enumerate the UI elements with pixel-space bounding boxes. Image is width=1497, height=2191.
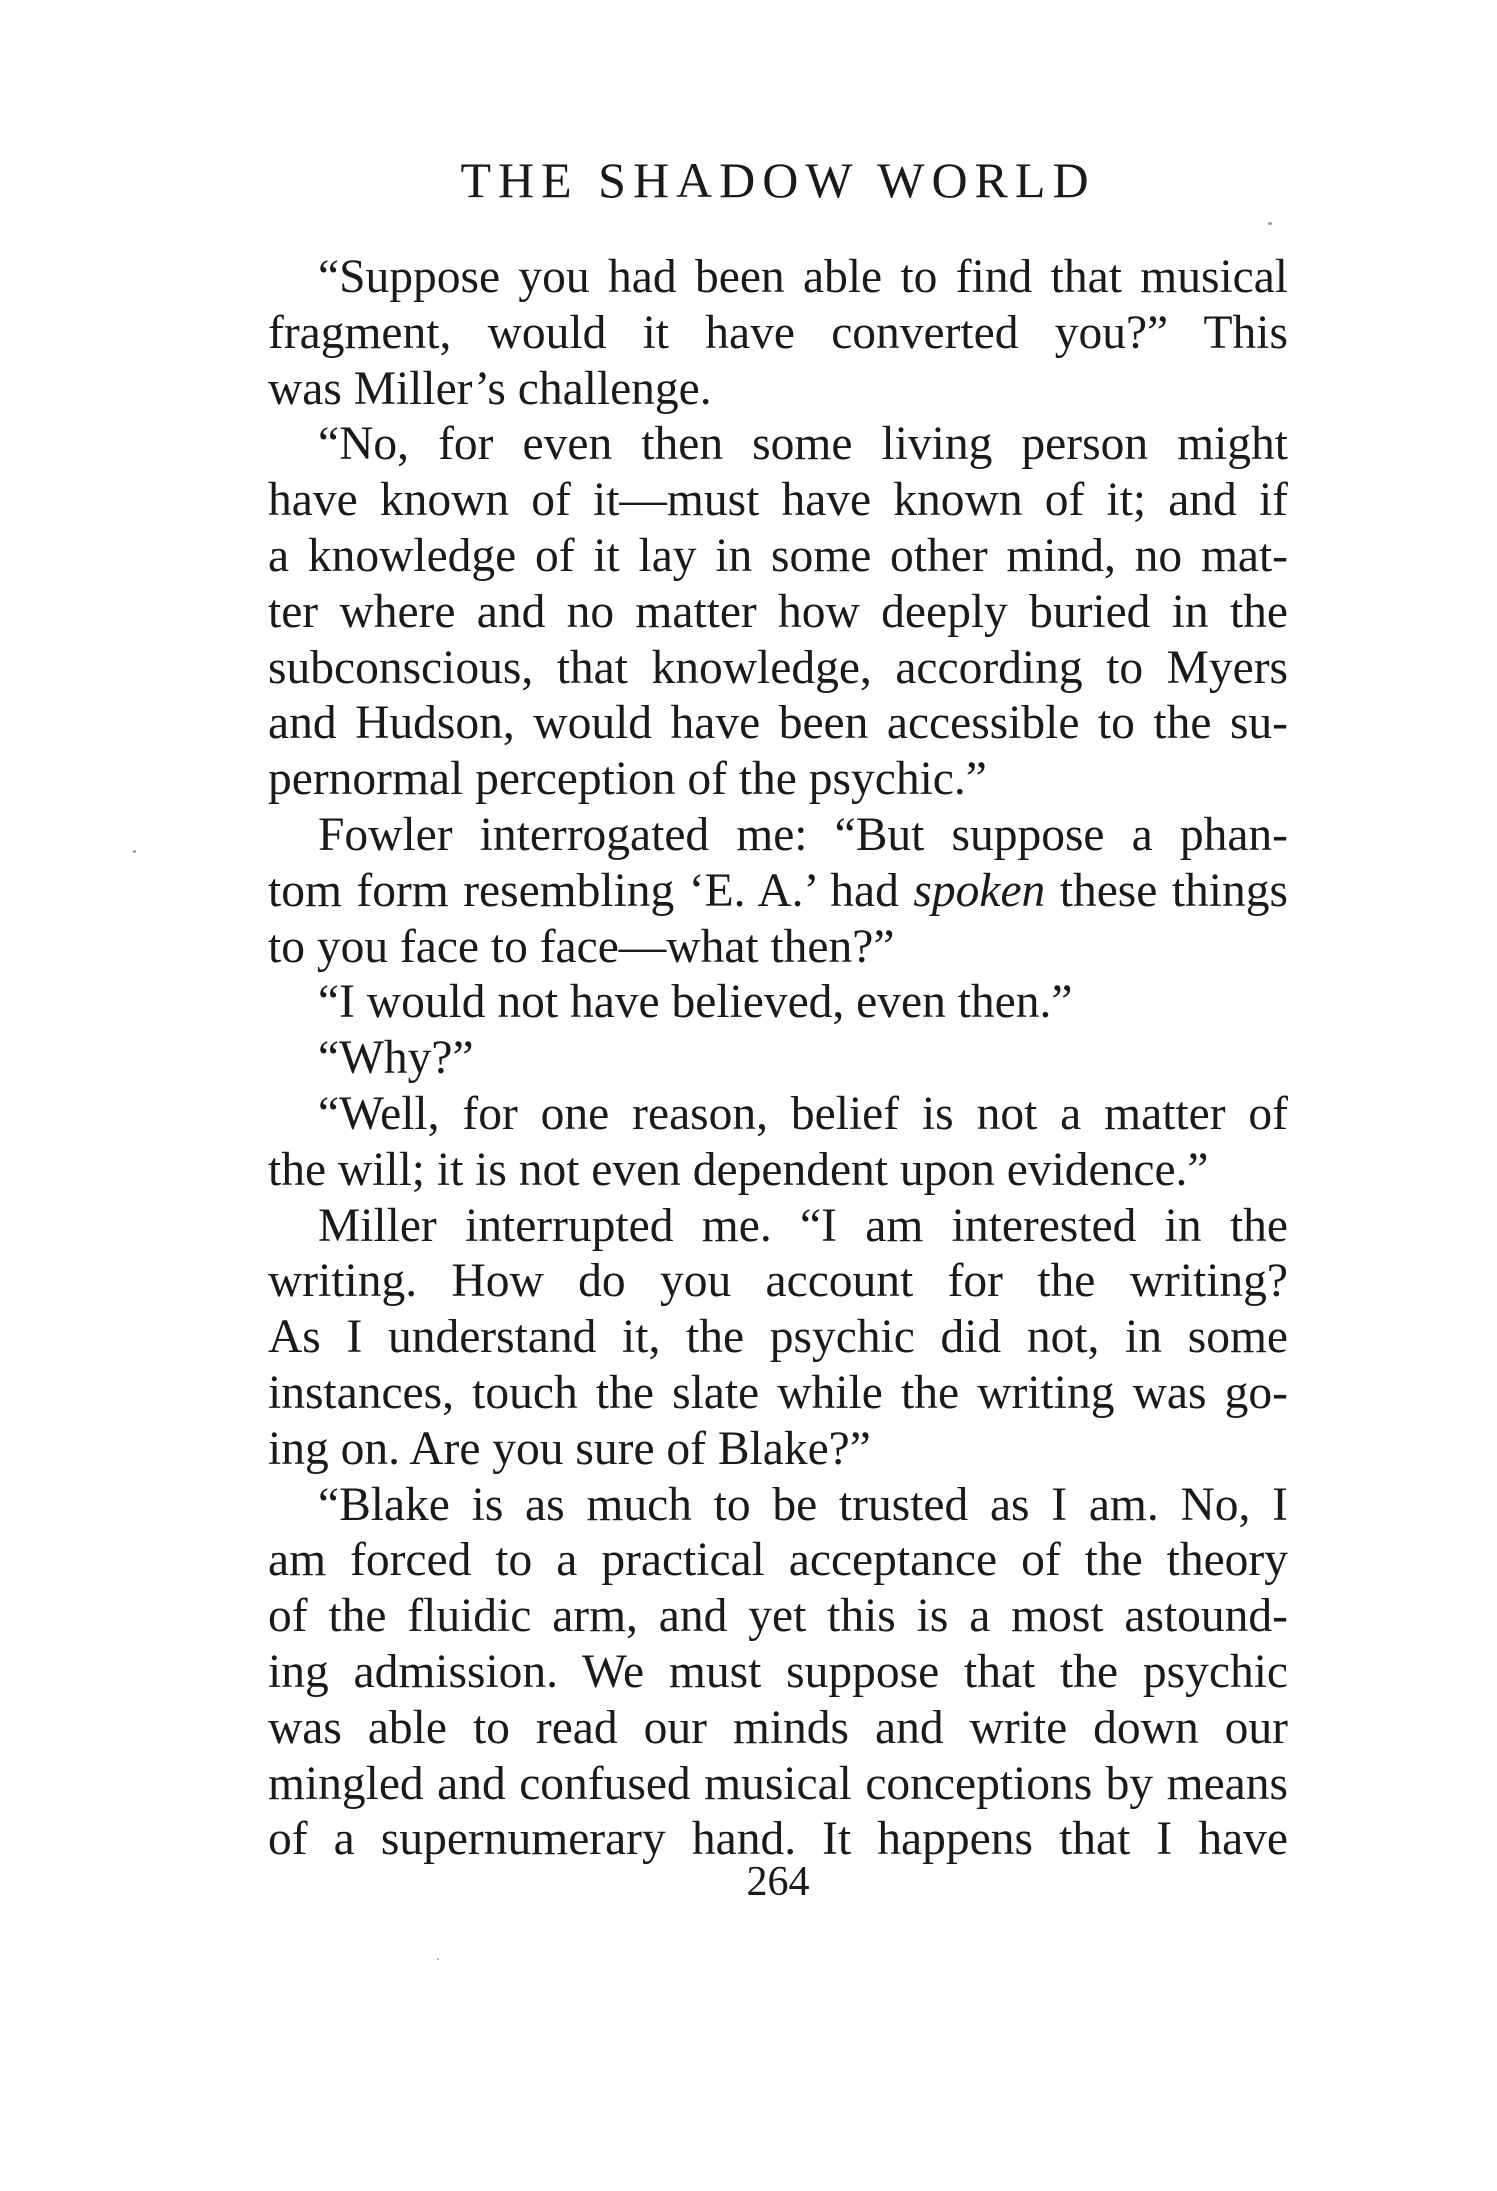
- text-line: Miller interrupted me. “I am interested in the: [318, 1199, 1288, 1252]
- text-line: have known of it—must have known of it; and if: [268, 474, 1288, 527]
- text-line: instances, touch the slate while the writing was go-: [268, 1366, 1288, 1419]
- text-line: “Suppose you had been able to find that musical: [318, 251, 1288, 303]
- text-line: of a supernumerary hand. It happens that I have: [268, 1813, 1288, 1866]
- text-line: was Miller’s challenge.: [268, 362, 712, 415]
- text-line: ing admission. We must suppose that the psychic: [268, 1645, 1288, 1698]
- text-line: “No, for even then some living person might: [318, 418, 1288, 471]
- running-head: THE SHADOW WORLD: [460, 152, 1096, 208]
- print-speck: [133, 850, 136, 853]
- text-line: of the fluidic arm, and yet this is a most astound-: [268, 1590, 1288, 1643]
- text-line: “Why?”: [318, 1032, 474, 1085]
- text-line: a knowledge of it lay in some other mind, no mat-: [268, 529, 1288, 582]
- text-line: tom form resembling ‘E. A.’ had spoken these things: [268, 864, 1288, 917]
- body-text: [268, 250, 1288, 1868]
- text-line: “Blake is as much to be trusted as I am. No, I: [318, 1478, 1288, 1531]
- text-line: and Hudson, would have been accessible to the su-: [268, 697, 1288, 750]
- text-line: am forced to a practical acceptance of the theory: [268, 1534, 1288, 1587]
- text-line: “I would not have believed, even then.”: [318, 976, 1073, 1029]
- print-speck: [437, 1958, 439, 1960]
- text-line: writing. How do you account for the writing?: [268, 1255, 1288, 1308]
- print-speck: [1268, 222, 1272, 225]
- text-line: pernormal perception of the psychic.”: [268, 753, 987, 806]
- text-line: “Well, for one reason, belief is not a matter of: [318, 1087, 1288, 1140]
- text-line: Fowler interrogated me: “But suppose a phan-: [318, 808, 1288, 861]
- text-line: fragment, would it have converted you?” This: [268, 306, 1288, 359]
- text-line: subconscious, that knowledge, according to Myers: [268, 641, 1288, 694]
- text-line: mingled and confused musical conceptions by means: [268, 1757, 1288, 1810]
- text-line: the will; it is not even dependent upon evidence.”: [268, 1143, 1209, 1196]
- text-line: ing on. Are you sure of Blake?”: [268, 1422, 871, 1475]
- emphasis: spoken: [913, 864, 1046, 917]
- text-line: As I understand it, the psychic did not, in some: [268, 1311, 1288, 1364]
- text-line: to you face to face—what then?”: [268, 920, 895, 973]
- text-line: was able to read our minds and write down our: [268, 1701, 1288, 1754]
- page-number: 264: [746, 1859, 810, 1905]
- text-line: ter where and no matter how deeply buried in the: [268, 585, 1288, 638]
